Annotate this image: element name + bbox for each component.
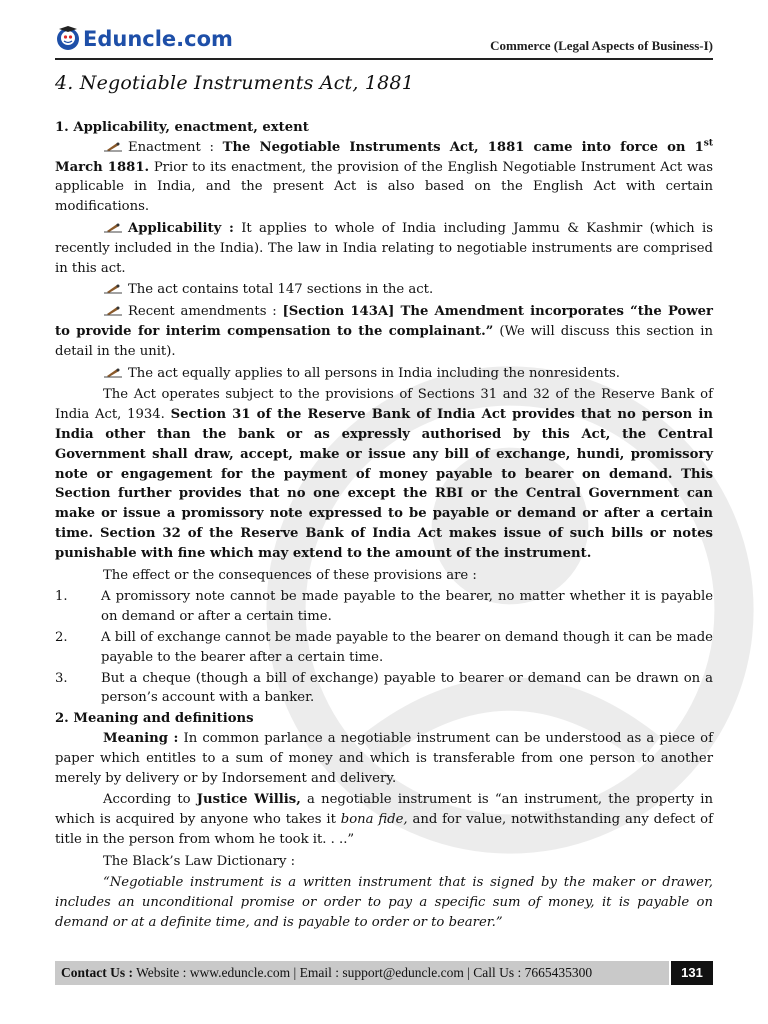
effects-list — [55, 587, 713, 708]
blacks-heading: The Black’s Law Dictionary : — [103, 853, 296, 869]
rbi-paragraph — [55, 385, 713, 563]
list-item — [55, 628, 713, 668]
sections-text: The act contains total 147 sections in the act. — [128, 282, 434, 298]
enactment-rest: Prior to its enactment, the provision of the English Negotiable Instrument Act was applicable in India, and the present Act is also based on the English Act with certain modifications. — [55, 159, 713, 215]
persons-paragraph — [55, 364, 713, 384]
list-item — [55, 587, 713, 627]
page-footer — [55, 961, 713, 985]
pen-bullet-icon — [103, 141, 123, 152]
rbi-bold: Section 31 of the Reserve Bank of India Act provides that no person in India other than the bank or as expressly authorised by this Act, the Central Government shall draw, accept, make or issue any bill of exchange, hundi, promissory note or engagement for the payment of money payable to bearer on demand. This Section further provides that no one except the RBI or the Central Government can make or issue a promissory note expressed to be payable or demand or after a certain time. Section 32 of the Reserve Bank of India Act makes issue of such bills or notes punishable with fine which may extend to the amount of the instrument. — [55, 407, 713, 561]
list-text: A bill of exchange cannot be made payable to the bearer on demand though it can be made payable to the bearer after a certain time. — [101, 629, 713, 665]
pen-bullet-icon — [103, 222, 123, 233]
list-number: 1. — [55, 589, 68, 605]
section-heading-meaning: 2. Meaning and definitions — [55, 711, 254, 727]
meaning-label: Meaning : — [103, 730, 179, 746]
page-header — [55, 22, 713, 60]
sections-paragraph — [55, 280, 713, 300]
section-heading-applicability: 1. Applicability, enactment, extent — [55, 120, 309, 135]
meaning-text: In common parlance a negotiable instrument can be understood as a piece of paper which entitles to a sum of money and which is transferable from one person to another merely by delivery or by Indorsement and delivery. — [55, 730, 713, 786]
chapter-title: 4. Negotiable Instruments Act, 1881 — [55, 72, 415, 94]
meaning-paragraph — [55, 729, 713, 788]
blacks-quote: “Negotiable instrument is a written instrument that is signed by the maker or drawer, includes an unconditional promise or order to pay a specific sum of money, it is payable on demand or at a definite time, and is payable to order or to bearer.” — [55, 875, 713, 931]
subject-title: Commerce (Legal Aspects of Business-I) — [490, 38, 713, 53]
rbi-intro: The Act operates subject to the provisions of Sections 31 and 32 of the Reserve Bank of India Act, 1934. — [55, 387, 713, 423]
mascot-icon — [55, 25, 81, 53]
enactment-label: Enactment : — [128, 139, 223, 155]
pen-bullet-icon — [103, 305, 123, 316]
enactment-bold: The Negotiable Instruments Act, 1881 came into force on 1 — [222, 139, 704, 155]
willis-name: Justice Willis, — [196, 792, 301, 808]
list-number: 3. — [55, 670, 68, 686]
list-number: 2. — [55, 629, 68, 645]
applicability-text: It applies to whole of India including Jammu & Kashmir (which is recently included in the India). The law in India relating to negotiable instruments are comprised in this act. — [55, 220, 713, 276]
willis-paragraph — [55, 790, 713, 849]
enactment-paragraph — [55, 138, 713, 217]
enactment-bold-2: March 1881. — [55, 159, 150, 175]
amend-bold: [Section 143A] The Amendment incorporates “the Power to provide for interim compensation to the complainant.” — [55, 304, 714, 339]
amend-rest: (We will discuss this section in detail in the unit). — [55, 323, 713, 359]
logo-text: Eduncle.com — [83, 27, 233, 51]
pen-bullet-icon — [103, 283, 123, 294]
list-text: A promissory note cannot be made payable to the bearer, no matter whether it is payable on demand or after a certain time. — [101, 589, 713, 625]
applicability-label: Applicability : — [128, 220, 234, 236]
willis-text-1: a negotiable instrument is “an instrument, the property in which is acquired by anyone who takes it — [55, 792, 713, 828]
page-content — [55, 66, 713, 935]
contact-text[interactable]: Website : www.eduncle.com | Email : support@eduncle.com | Call Us : 7665435300 — [133, 965, 593, 980]
willis-pre: According to — [103, 792, 197, 808]
contact-bar — [55, 961, 669, 985]
page-number: 131 — [671, 961, 713, 985]
effect-intro: The effect or the consequences of these provisions are : — [103, 567, 477, 583]
willis-text-2: and for value, notwithstanding any defect of title in the person from whom he took it. . ..” — [55, 812, 713, 847]
list-item — [55, 669, 713, 709]
contact-label: Contact Us : — [61, 965, 133, 980]
applicability-paragraph — [55, 219, 713, 278]
willis-italic: bona fide, — [340, 812, 408, 828]
enactment-sup: st — [703, 138, 713, 149]
eduncle-logo[interactable] — [55, 24, 233, 54]
list-text: But a cheque (though a bill of exchange) payable to bearer or demand can be drawn on a person’s account with a banker. — [101, 670, 713, 706]
amendment-paragraph — [55, 302, 713, 361]
amend-label: Recent amendments : — [128, 304, 283, 320]
pen-bullet-icon — [103, 367, 123, 378]
persons-text: The act equally applies to all persons in India including the nonresidents. — [128, 365, 621, 381]
